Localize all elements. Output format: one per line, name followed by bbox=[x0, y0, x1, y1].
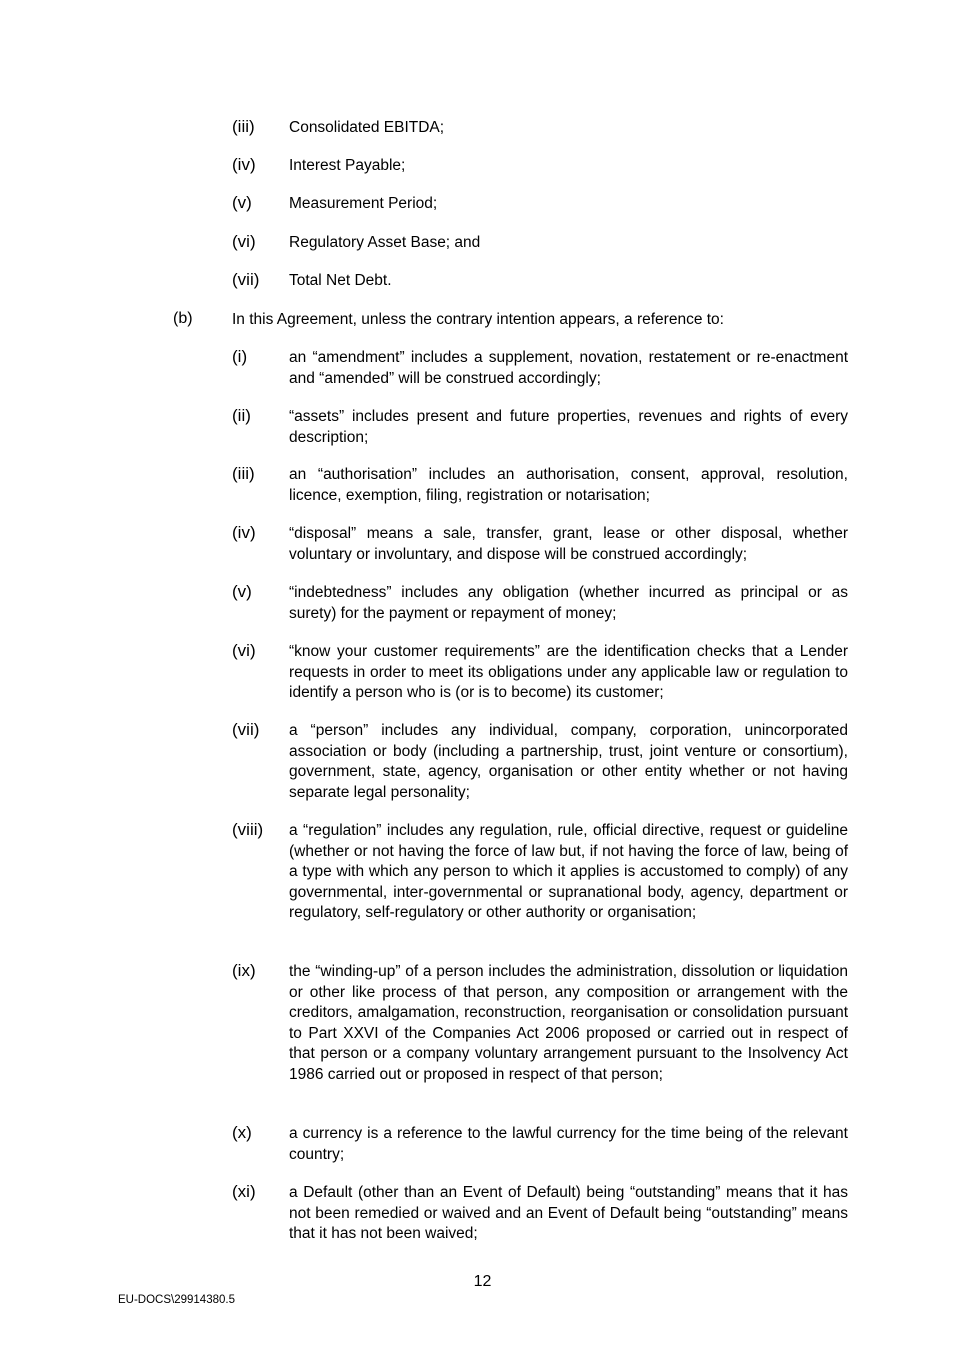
paragraph-number: (b) bbox=[173, 310, 193, 327]
item-text: an “amendment” includes a supplement, novation, restatement or re-enactment and “amended” will be construed accordingly; bbox=[289, 349, 848, 387]
item-number: (i) bbox=[232, 347, 248, 366]
item-text: “disposal” means a sale, transfer, grant, lease or other disposal, whether voluntary or involuntary, and dispose will be construed accordingly; bbox=[289, 525, 848, 563]
item-text: a “regulation” includes any regulation, rule, official directive, request or guideline (whether or not having the force of law but, if not having the force of law, being of a type with which any person to which it applies is accustomed to comply) of any governmental, inter-governmental or supranational body, agency, department or regulatory, self-regulatory or other authority or organisation; bbox=[289, 822, 848, 921]
item-number: (iv) bbox=[232, 155, 256, 174]
item-text: an “authorisation” includes an authorisation, consent, approval, resolution, licence, exemption, filing, registration or notarisation; bbox=[289, 466, 848, 504]
item-text: Measurement Period; bbox=[289, 195, 438, 212]
item-text: “indebtedness” includes any obligation (whether incurred as principal or as surety) for the payment or repayment of money; bbox=[289, 584, 848, 622]
item-number: (xi) bbox=[232, 1182, 256, 1201]
item-number: (vi) bbox=[232, 232, 256, 251]
item-text: “assets” includes present and future properties, revenues and rights of every description; bbox=[289, 408, 848, 446]
item-text: a Default (other than an Event of Default) being “outstanding” means that it has not been remedied or waived and an Event of Default being “outstanding” means that it has not been waived; bbox=[289, 1184, 848, 1242]
item-text: Interest Payable; bbox=[289, 157, 406, 174]
item-number: (ix) bbox=[232, 961, 256, 980]
document-reference: EU-DOCS\29914380.5 bbox=[118, 1294, 235, 1306]
item-text: Consolidated EBITDA; bbox=[289, 119, 445, 136]
item-text: a “person” includes any individual, company, corporation, unincorporated association or body (including a partnership, trust, joint venture or consortium), government, state, agency, organisation or other entity whether or not having separate legal personality; bbox=[289, 722, 848, 801]
item-number: (v) bbox=[232, 193, 252, 212]
item-number: (vii) bbox=[232, 720, 260, 739]
item-number: (ii) bbox=[232, 406, 251, 425]
item-text: “know your customer requirements” are the identification checks that a Lender requests in order to meet its obligations under any applicable law or regulation to identify a person who is (or is to become) its customer; bbox=[289, 643, 848, 701]
item-text: Regulatory Asset Base; and bbox=[289, 234, 481, 251]
item-number: (v) bbox=[232, 582, 252, 601]
item-number: (vi) bbox=[232, 641, 256, 660]
item-text: a currency is a reference to the lawful currency for the time being of the relevant country; bbox=[289, 1125, 848, 1163]
page-number: 12 bbox=[473, 1273, 492, 1290]
item-text: the “winding-up” of a person includes the administration, dissolution or liquidation or other like process of that person, any composition or arrangement with the creditors, amalgamation, reconstruction, reorganisation or consolidation pursuant to Part XXVI of the Companies Act 2006 proposed or carried out in respect of that person or a company voluntary arrangement pursuant to the Insolvency Act 1986 carried out or proposed in respect of that person; bbox=[289, 963, 848, 1083]
item-number: (x) bbox=[232, 1123, 252, 1142]
item-text: Total Net Debt. bbox=[289, 272, 392, 289]
item-number: (iii) bbox=[232, 117, 255, 136]
item-number: (viii) bbox=[232, 820, 264, 839]
item-number: (iv) bbox=[232, 523, 256, 542]
item-number: (vii) bbox=[232, 270, 260, 289]
item-number: (iii) bbox=[232, 464, 255, 483]
paragraph-text: In this Agreement, unless the contrary intention appears, a reference to: bbox=[232, 311, 724, 328]
